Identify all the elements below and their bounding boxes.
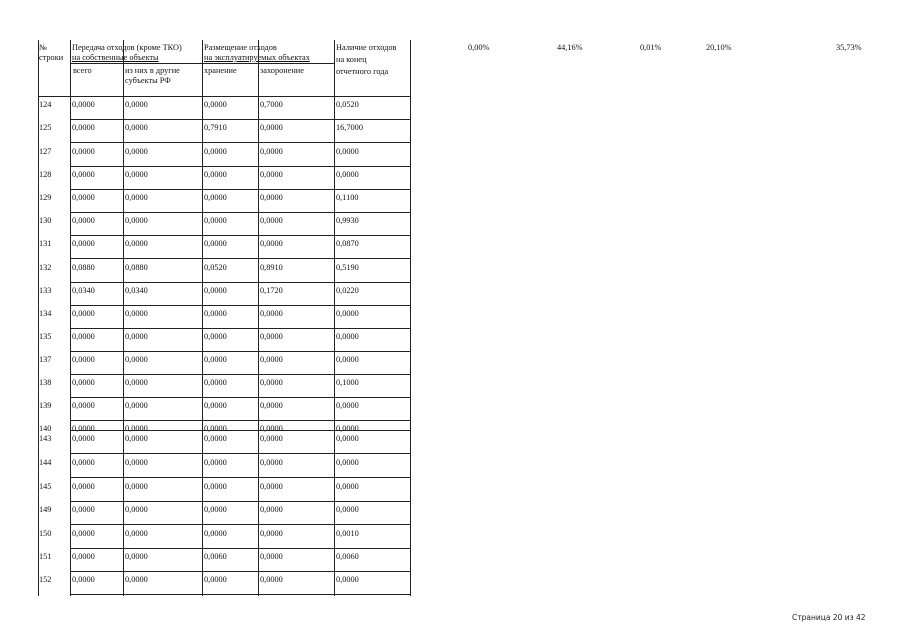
value-cell: 0,0000 (204, 458, 227, 467)
value-cell: 0,7910 (204, 123, 227, 132)
column-rule (410, 40, 411, 596)
row-rule (70, 594, 410, 595)
value-cell: 0,0000 (260, 216, 283, 225)
value-cell: 0,0000 (125, 332, 148, 341)
value-cell: 0,0000 (72, 575, 95, 584)
value-cell: 0,0000 (125, 355, 148, 364)
value-cell: 0,0000 (260, 355, 283, 364)
header-transfer-total: всего (73, 66, 92, 75)
row-number: 138 (39, 378, 52, 387)
row-number: 128 (39, 170, 52, 179)
value-cell: 0,0000 (204, 239, 227, 248)
value-cell: 0,0060 (204, 552, 227, 561)
percentage-2: 44,16% (557, 43, 583, 52)
value-cell: 0,0520 (204, 263, 227, 272)
value-cell: 0,0000 (72, 309, 95, 318)
value-cell: 0,0000 (204, 529, 227, 538)
value-cell: 0,0000 (260, 434, 283, 443)
row-number: 125 (39, 123, 52, 132)
value-cell: 0,0000 (72, 100, 95, 109)
value-cell: 0,0000 (72, 216, 95, 225)
value-cell: 0,0000 (260, 505, 283, 514)
value-cell: 0,0520 (336, 100, 359, 109)
value-cell: 0,7000 (260, 100, 283, 109)
header-presence-2: на конец (336, 55, 367, 64)
row-rule (70, 142, 410, 143)
row-rule (70, 430, 410, 431)
row-rule (70, 305, 410, 306)
row-rule (70, 166, 410, 167)
value-cell: 0,0000 (125, 378, 148, 387)
row-number: 149 (39, 505, 52, 514)
value-cell: 0,0000 (204, 332, 227, 341)
value-cell: 0,5190 (336, 263, 359, 272)
value-cell: 0,0000 (260, 458, 283, 467)
row-number: 143 (39, 434, 52, 443)
row-number: 127 (39, 147, 52, 156)
value-cell: 0,0000 (125, 123, 148, 132)
row-rule (70, 119, 410, 120)
column-rule (70, 40, 71, 596)
value-cell: 0,0340 (72, 286, 95, 295)
value-cell: 0,0000 (72, 505, 95, 514)
row-rule (70, 548, 410, 549)
row-number: 150 (39, 529, 52, 538)
value-cell: 0,0000 (72, 239, 95, 248)
value-cell: 0,0000 (336, 434, 359, 443)
value-cell: 16,7000 (336, 123, 363, 132)
header-burial: захоронение (260, 66, 304, 75)
value-cell: 0,0000 (204, 100, 227, 109)
value-cell: 0,1000 (336, 378, 359, 387)
value-cell: 0,0340 (125, 286, 148, 295)
header-transfer-other-2: субъекты РФ (125, 76, 171, 85)
value-cell: 0,0000 (260, 424, 283, 433)
value-cell: 0,0000 (204, 482, 227, 491)
row-number: 151 (39, 552, 52, 561)
column-rule (123, 40, 124, 596)
value-cell: 0,0000 (336, 424, 359, 433)
value-cell: 0,1100 (336, 193, 359, 202)
value-cell: 0,0000 (260, 239, 283, 248)
row-number: 139 (39, 401, 52, 410)
value-cell: 0,0000 (260, 482, 283, 491)
column-rule (258, 40, 259, 596)
row-number: 133 (39, 286, 52, 295)
value-cell: 0,0880 (125, 263, 148, 272)
value-cell: 0,0000 (72, 529, 95, 538)
value-cell: 0,9930 (336, 216, 359, 225)
row-number: 145 (39, 482, 52, 491)
value-cell: 0,0000 (204, 505, 227, 514)
row-number: 130 (39, 216, 52, 225)
value-cell: 0,0000 (125, 424, 148, 433)
row-rule (70, 501, 410, 502)
value-cell: 0,0000 (125, 216, 148, 225)
value-cell: 0,0000 (260, 552, 283, 561)
row-rule (70, 477, 410, 478)
row-number: 135 (39, 332, 52, 341)
header-bottom-rule (38, 96, 410, 97)
column-rule (38, 40, 39, 596)
value-cell: 0,0000 (336, 147, 359, 156)
value-cell: 0,0000 (72, 482, 95, 491)
value-cell: 0,0000 (125, 434, 148, 443)
row-number: 140 (39, 424, 52, 433)
row-number: 137 (39, 355, 52, 364)
row-rule (70, 189, 410, 190)
value-cell: 0,0000 (125, 552, 148, 561)
value-cell: 0,0000 (260, 193, 283, 202)
value-cell: 0,0000 (125, 458, 148, 467)
value-cell: 0,0000 (72, 355, 95, 364)
value-cell: 0,0000 (72, 170, 95, 179)
value-cell: 0,0000 (125, 309, 148, 318)
value-cell: 0,0000 (260, 332, 283, 341)
row-rule (70, 420, 410, 421)
value-cell: 0,0000 (204, 424, 227, 433)
header-placement-1: Размещение отходов (204, 43, 277, 52)
row-rule (70, 282, 410, 283)
value-cell: 0,0000 (336, 575, 359, 584)
page-number: Страница 20 из 42 (792, 613, 866, 622)
value-cell: 0,0000 (72, 424, 95, 433)
value-cell: 0,0000 (336, 458, 359, 467)
row-rule (70, 374, 410, 375)
value-cell: 0,0000 (72, 332, 95, 341)
header-transfer-1: Передача отходов (кроме ТКО) (72, 43, 182, 52)
value-cell: 0,0000 (72, 552, 95, 561)
value-cell: 0,0000 (336, 505, 359, 514)
value-cell: 0,0000 (336, 355, 359, 364)
value-cell: 0,0000 (204, 575, 227, 584)
value-cell: 0,0000 (204, 193, 227, 202)
percentage-1: 0,00% (468, 43, 490, 52)
value-cell: 0,0000 (204, 309, 227, 318)
value-cell: 0,0000 (125, 100, 148, 109)
header-transfer-other-1: из них в другие (125, 66, 180, 75)
value-cell: 0,0000 (125, 482, 148, 491)
value-cell: 0,0010 (336, 529, 359, 538)
row-rule (70, 328, 410, 329)
value-cell: 0,0870 (336, 239, 359, 248)
value-cell: 0,0000 (204, 434, 227, 443)
value-cell: 0,0220 (336, 286, 359, 295)
value-cell: 0,0000 (72, 401, 95, 410)
row-rule (70, 571, 410, 572)
header-row-no-2: строки (39, 53, 64, 62)
value-cell: 0,0000 (336, 401, 359, 410)
value-cell: 0,0000 (72, 434, 95, 443)
percentage-4: 20,10% (706, 43, 732, 52)
value-cell: 0,0000 (260, 378, 283, 387)
percentage-5: 35,73% (836, 43, 862, 52)
header-row-no-1: № (39, 43, 47, 52)
row-number: 144 (39, 458, 52, 467)
value-cell: 0,0000 (204, 170, 227, 179)
value-cell: 0,0000 (125, 575, 148, 584)
value-cell: 0,0000 (125, 170, 148, 179)
value-cell: 0,0000 (260, 147, 283, 156)
value-cell: 0,0000 (260, 170, 283, 179)
row-rule (70, 212, 410, 213)
row-number: 124 (39, 100, 52, 109)
value-cell: 0,0000 (125, 401, 148, 410)
value-cell: 0,0060 (336, 552, 359, 561)
row-rule (70, 258, 410, 259)
value-cell: 0,0000 (336, 482, 359, 491)
header-transfer-2: на собственные объекты (72, 53, 159, 62)
row-rule (70, 397, 410, 398)
value-cell: 0,0880 (72, 263, 95, 272)
value-cell: 0,0000 (125, 239, 148, 248)
row-number: 131 (39, 239, 52, 248)
row-number: 152 (39, 575, 52, 584)
value-cell: 0,0000 (125, 505, 148, 514)
value-cell: 0,0000 (336, 309, 359, 318)
value-cell: 0,0000 (204, 378, 227, 387)
value-cell: 0,0000 (336, 332, 359, 341)
column-rule (202, 40, 203, 596)
column-rule (334, 40, 335, 596)
header-presence-1: Наличие отходов (336, 43, 397, 52)
value-cell: 0,0000 (336, 170, 359, 179)
value-cell: 0,0000 (260, 575, 283, 584)
row-number: 129 (39, 193, 52, 202)
value-cell: 0,0000 (204, 286, 227, 295)
value-cell: 0,0000 (125, 147, 148, 156)
row-rule (70, 235, 410, 236)
value-cell: 0,0000 (204, 216, 227, 225)
value-cell: 0,0000 (260, 309, 283, 318)
row-rule (70, 453, 410, 454)
value-cell: 0,0000 (204, 401, 227, 410)
row-number: 132 (39, 263, 52, 272)
value-cell: 0,0000 (260, 529, 283, 538)
value-cell: 0,8910 (260, 263, 283, 272)
value-cell: 0,0000 (72, 193, 95, 202)
value-cell: 0,0000 (204, 147, 227, 156)
row-rule (70, 524, 410, 525)
header-placement-2: на эксплуатируемых объектах (204, 53, 310, 62)
value-cell: 0,0000 (72, 123, 95, 132)
value-cell: 0,0000 (125, 193, 148, 202)
header-subrule (70, 63, 334, 64)
value-cell: 0,0000 (260, 123, 283, 132)
value-cell: 0,0000 (125, 529, 148, 538)
value-cell: 0,0000 (204, 355, 227, 364)
header-storage: хранение (204, 66, 237, 75)
value-cell: 0,1720 (260, 286, 283, 295)
percentage-3: 0,01% (640, 43, 662, 52)
row-rule (70, 351, 410, 352)
value-cell: 0,0000 (72, 378, 95, 387)
header-presence-3: отчетного года (336, 67, 389, 76)
row-number: 134 (39, 309, 52, 318)
value-cell: 0,0000 (72, 458, 95, 467)
value-cell: 0,0000 (72, 147, 95, 156)
value-cell: 0,0000 (260, 401, 283, 410)
